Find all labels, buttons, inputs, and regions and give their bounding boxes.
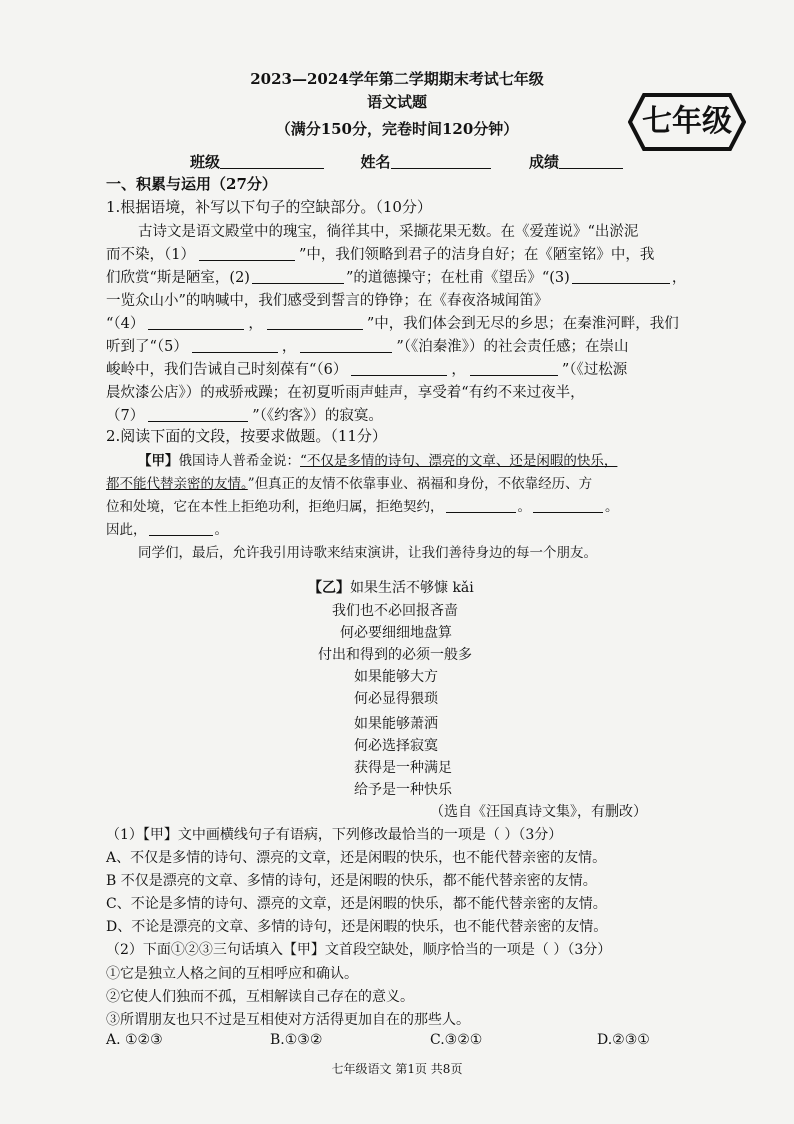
q1-line-6: 听到了“（5） ， ”（《泊秦淮》）的社会责任感；在崇山: [106, 339, 629, 355]
jia-line-4: 因此， 。: [106, 522, 228, 538]
q2-heading: 2.阅读下面的文段，按要求做题。（11分）: [106, 427, 387, 445]
sub1-option-d[interactable]: D、不论是漂亮的文章、多情的诗句，还是闲暇的快乐，也不能代替亲密的友情。: [106, 919, 608, 935]
poem-line-5: 如果能够大方: [354, 669, 438, 685]
sub2-choice-a[interactable]: A. ①②③: [106, 1032, 163, 1048]
underlined-sentence: “不仅是多情的诗句、漂亮的文章、还是闲暇的快乐，: [300, 453, 618, 469]
sub1-stem: （1）【甲】文中画横线句子有语病，下列修改最恰当的一项是（ ）（3分）: [106, 827, 563, 843]
class-field[interactable]: [220, 154, 324, 169]
sub2-sentence-3: ③所谓朋友也只不过是互相使对方活得更加自在的那些人。: [106, 1012, 470, 1028]
subject-title: 语文试题: [366, 93, 427, 111]
poem-line-3: 何必要细细地盘算: [340, 625, 452, 641]
jia-label: 【甲】: [138, 453, 179, 469]
grade-badge-label: 七年级: [642, 104, 732, 139]
sub2-choice-c[interactable]: C.③②①: [430, 1032, 483, 1048]
blank-6b[interactable]: [470, 361, 558, 376]
q1-line-8: 晨炊漆公店》）的戒骄戒躁；在初夏听雨声蛙声，享受着“有约不来过夜半，: [106, 385, 585, 401]
poem-source: （选自《汪国真诗文集》，有删改）: [430, 804, 647, 820]
sub2-choice-b[interactable]: B.①③②: [270, 1032, 323, 1048]
blank-5b[interactable]: [300, 338, 392, 353]
sub2-sentence-2: ②它使人们独而不孤，互相解读自己存在的意义。: [106, 989, 414, 1005]
student-info-row: [190, 152, 623, 172]
jia-blank-3[interactable]: [149, 521, 213, 536]
poem-line-2: 我们也不必回报吝啬: [332, 603, 458, 619]
blank-7[interactable]: [148, 407, 248, 422]
q1-line-3: 们欣赏“斯是陋室，(2) ”的道德操守；在杜甫《望岳》“(3) ，: [106, 270, 687, 286]
jia-blank-1[interactable]: [446, 498, 516, 513]
blank-2[interactable]: [252, 269, 344, 284]
blank-4a[interactable]: [148, 315, 244, 330]
yi-label: 【乙】: [308, 580, 350, 596]
page-footer: 七年级语文 第1页 共8页: [331, 1062, 463, 1076]
poem-line-4: 付出和得到的必须一般多: [318, 647, 472, 663]
jia-blank-2[interactable]: [533, 498, 603, 513]
sub2-stem: （2）下面①②③三句话填入【甲】文首段空缺处，顺序恰当的一项是（ ）（3分）: [106, 942, 612, 958]
grade-badge: [628, 92, 746, 152]
sub1-option-a[interactable]: A、不仅是多情的诗句、漂亮的文章，还是闲暇的快乐，也不能代替亲密的友情。: [106, 850, 607, 866]
poem-line-6: 何必显得猥琐: [354, 691, 438, 707]
jia-line-1: 【甲】俄国诗人普希金说：“不仅是多情的诗句、漂亮的文章、还是闲暇的快乐，: [138, 453, 618, 469]
sub1-option-c[interactable]: C、不论是多情的诗句、漂亮的文章，还是闲暇的快乐，都不能代替亲密的友情。: [106, 896, 607, 912]
q1-line-2: 而不染，（1） ”中，我们领略到君子的洁身自好；在《陋室铭》中，我: [106, 247, 655, 263]
blank-6a[interactable]: [351, 361, 447, 376]
blank-5a[interactable]: [192, 338, 278, 353]
score-label: 成绩: [528, 153, 559, 171]
class-label: 班级: [190, 153, 221, 171]
q1-line-4: 一览众山小”的呐喊中，我们感受到誓言的铮铮；在《春夜洛城闻笛》: [106, 293, 549, 309]
blank-3[interactable]: [572, 269, 670, 284]
q1-line-1: 古诗文是语文殿堂中的瑰宝，徜徉其中，采撷花果无数。在《爱莲说》“出淤泥: [138, 224, 639, 240]
sub2-choice-d[interactable]: D.②③①: [597, 1032, 650, 1048]
blank-4b[interactable]: [267, 315, 363, 330]
name-label: 姓名: [360, 153, 391, 171]
poem-line-9: 获得是一种满足: [354, 760, 452, 776]
poem-line-10: 给予是一种快乐: [354, 782, 452, 798]
poem-line-8: 何必选择寂寞: [354, 738, 438, 754]
name-field[interactable]: [391, 154, 491, 169]
score-field[interactable]: [559, 154, 623, 169]
exam-info: （满分150分，完卷时间120分钟）: [275, 120, 519, 138]
q1-line-7: 峻岭中，我们告诫自己时刻葆有“（6） ， ”（《过松源: [106, 362, 628, 378]
exam-title: 2023—2024学年第二学期期末考试七年级: [250, 70, 544, 88]
poem-line-7: 如果能够萧洒: [354, 716, 438, 732]
sub1-option-b[interactable]: B 不仅是漂亮的文章、多情的诗句，还是闲暇的快乐，都不能代替亲密的友情。: [106, 873, 597, 889]
q1-line-9: （7） ”（《约客》）的寂寞。: [106, 408, 383, 424]
section-heading: 一、积累与运用（27分）: [106, 175, 277, 193]
sub2-sentence-1: ①它是独立人格之间的互相呼应和确认。: [106, 966, 358, 982]
jia-line-2: 都不能代替亲密的友情。”但真正的友情不依靠事业、祸福和身份，不依靠经历、方: [106, 476, 593, 492]
jia-line-3: 位和处境，它在本性上拒绝功利，拒绝归属，拒绝契约， 。 。: [106, 499, 619, 515]
q1-heading: 1.根据语境，补写以下句子的空缺部分。（10分）: [106, 198, 432, 216]
blank-1[interactable]: [199, 246, 295, 261]
jia-line-5: 同学们，最后，允许我引用诗歌来结束演讲，让我们善待身边的每一个朋友。: [138, 545, 597, 561]
q1-line-5: “（4） ， ”中，我们体会到无尽的乡思；在秦淮河畔，我们: [106, 316, 679, 332]
poem-line-1: 【乙】如果生活不够慷 kǎi: [308, 580, 474, 596]
